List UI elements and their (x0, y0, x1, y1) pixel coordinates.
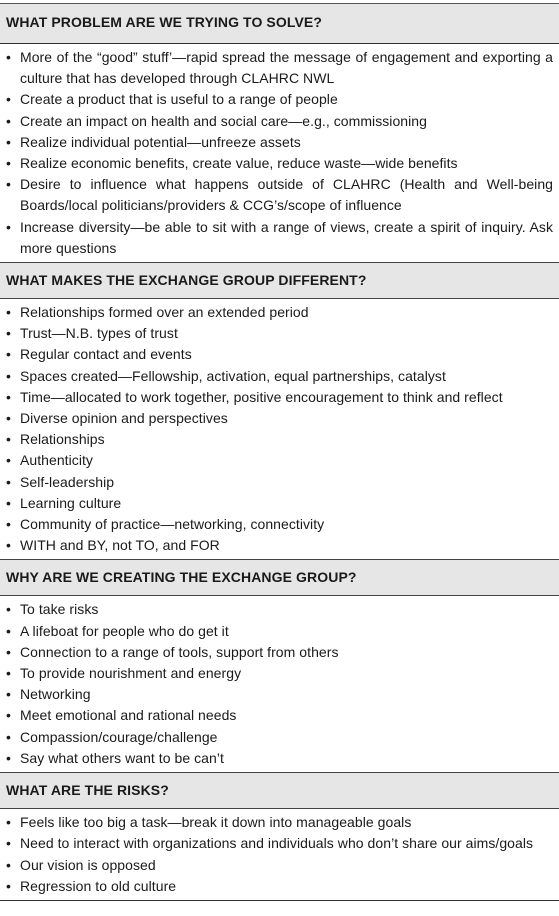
why-list (0, 596, 559, 772)
list-item: • Relationships formed over an extended period (6, 302, 553, 323)
list-item: • To provide nourishment and energy (6, 663, 553, 684)
list-item: • Realize individual potential—unfreeze assets (6, 132, 553, 153)
different-list (0, 299, 559, 559)
list-item: • Self-leadership (6, 472, 553, 493)
risks-list (0, 809, 559, 900)
list-item: • Desire to influence what happens outside of CLAHRC (Health and Well-being Boards/local politicians/providers & CCG’s/scope of influence (6, 174, 553, 216)
list-item: • Connection to a range of tools, support from others (6, 642, 553, 663)
list-item: • Say what others want to be can’t (6, 748, 553, 769)
list-item: • WITH and BY, not TO, and FOR (6, 535, 553, 556)
section-heading-different: WHAT MAKES THE EXCHANGE GROUP DIFFERENT? (0, 263, 559, 298)
list-item: • Relationships (6, 429, 553, 450)
list-item: • Diverse opinion and perspectives (6, 408, 553, 429)
section-heading-why: WHY ARE WE CREATING THE EXCHANGE GROUP? (0, 560, 559, 595)
list-item: • Increase diversity—be able to sit with a range of views, create a spirit of inquiry. Ask more questions (6, 217, 553, 259)
list-item: • Community of practice—networking, connectivity (6, 514, 553, 535)
list-item: • Regular contact and events (6, 344, 553, 365)
list-item: • Trust—N.B. types of trust (6, 323, 553, 344)
list-item: • Need to interact with organizations and individuals who don’t share our aims/goals (6, 833, 553, 854)
list-item: • Spaces created—Fellowship, activation, equal partnerships, catalyst (6, 366, 553, 387)
list-item: • Compassion/courage/challenge (6, 727, 553, 748)
list-item: • Our vision is opposed (6, 855, 553, 876)
list-item: • Create a product that is useful to a range of people (6, 89, 553, 110)
list-item: • Time—allocated to work together, positive encouragement to think and reflect (6, 387, 553, 408)
list-item: • Networking (6, 684, 553, 705)
list-item: • More of the “good” stuff’—rapid spread the message of engagement and exporting a culture that has developed through CLAHRC NWL (6, 47, 553, 89)
list-item: • Feels like too big a task—break it down into manageable goals (6, 812, 553, 833)
list-item: • Authenticity (6, 450, 553, 471)
section-heading-problem: WHAT PROBLEM ARE WE TRYING TO SOLVE? (0, 4, 559, 43)
list-item: • Meet emotional and rational needs (6, 705, 553, 726)
section-heading-risks: WHAT ARE THE RISKS? (0, 773, 559, 808)
list-item: • Regression to old culture (6, 876, 553, 897)
table-bottom-rule (0, 900, 559, 901)
list-item: • To take risks (6, 599, 553, 620)
list-item: • A lifeboat for people who do get it (6, 621, 553, 642)
problem-list (0, 44, 559, 262)
list-item: • Create an impact on health and social care—e.g., commissioning (6, 111, 553, 132)
list-item: • Realize economic benefits, create value, reduce waste—wide benefits (6, 153, 553, 174)
list-item: • Learning culture (6, 493, 553, 514)
